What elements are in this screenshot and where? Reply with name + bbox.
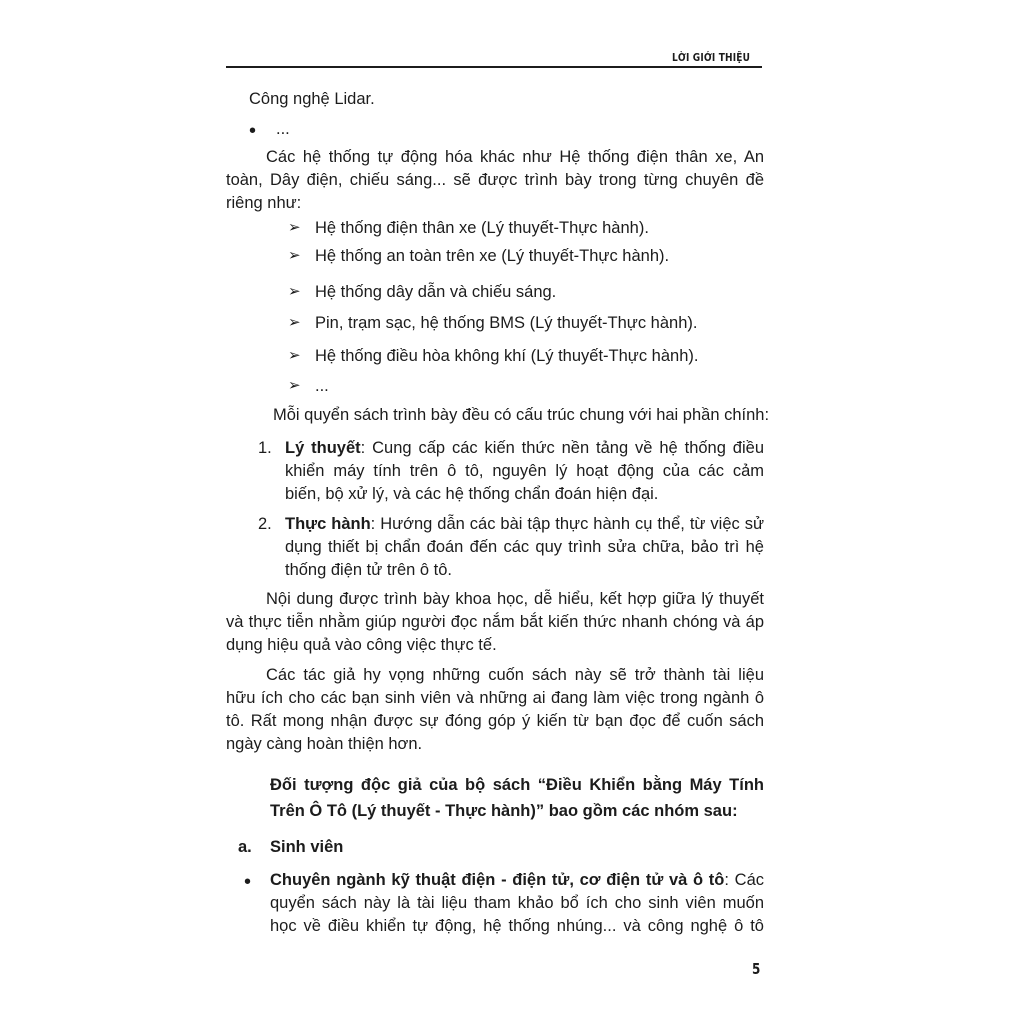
text-line: biến, bộ xử lý, và các hệ thống chẩn đoán hiện đại.: [285, 485, 659, 503]
text-line: ngày càng hoàn thiện hơn.: [226, 735, 423, 753]
arrow-bullet-icon: ➢: [288, 314, 301, 331]
text-line: dụng thiết bị chẩn đoán đến các quy trình sửa chữa, bảo trì hệ: [285, 538, 764, 556]
bullet-icon: •: [249, 120, 257, 142]
list-item: Hệ thống điện thân xe (Lý thuyết-Thực hành).: [315, 219, 649, 237]
bullet-icon: •: [244, 871, 252, 893]
arrow-bullet-icon: ➢: [288, 247, 301, 264]
text-line: riêng như:: [226, 194, 302, 212]
list-item: Hệ thống an toàn trên xe (Lý thuyết-Thực hành).: [315, 247, 670, 265]
list-letter: a.: [238, 838, 252, 856]
text-line: hữu ích cho các bạn sinh viên và những ai đang làm việc trong ngành ô: [226, 689, 764, 707]
header-rule: [226, 66, 762, 68]
section-heading: Trên Ô Tô (Lý thuyết - Thực hành)” bao gồm các nhóm sau:: [270, 802, 738, 820]
text-line: khiển máy tính trên ô tô, nguyên lý hoạt động của các cảm: [285, 462, 764, 480]
list-item: Hệ thống điều hòa không khí (Lý thuyết-Thực hành).: [315, 347, 699, 365]
text-line: tô. Rất mong nhận được sự đóng góp ý kiến từ bạn đọc để cuốn sách: [226, 712, 764, 730]
text-line: Lý thuyết: Cung cấp các kiến thức nền tảng về hệ thống điều: [285, 439, 764, 457]
text-line: ...: [276, 120, 290, 138]
text-line: Công nghệ Lidar.: [249, 90, 375, 108]
page-number: 5: [752, 960, 761, 978]
term-label: Lý thuyết: [285, 439, 361, 457]
term-label: Chuyên ngành kỹ thuật điện - điện tử, cơ điện tử và ô tô: [270, 871, 725, 889]
text-line: toàn, Dây điện, chiếu sáng... sẽ được trình bày trong từng chuyên đề: [226, 171, 764, 189]
arrow-bullet-icon: ➢: [288, 219, 301, 236]
arrow-bullet-icon: ➢: [288, 283, 301, 300]
arrow-bullet-icon: ➢: [288, 347, 301, 364]
text-line: Chuyên ngành kỹ thuật điện - điện tử, cơ điện tử và ô tô: Các: [270, 871, 764, 889]
text-line: Thực hành: Hướng dẫn các bài tập thực hành cụ thể, từ việc sử: [285, 515, 764, 533]
term-label: Thực hành: [285, 515, 371, 533]
list-item: ...: [315, 377, 329, 395]
text-line: thống điện tử trên ô tô.: [285, 561, 452, 579]
text-line: Các hệ thống tự động hóa khác như Hệ thống điện thân xe, An: [266, 148, 764, 166]
running-header: LỜI GIỚI THIỆU: [672, 51, 751, 64]
text-line: học về điều khiển tự động, hệ thống nhúng... và công nghệ ô tô: [270, 917, 764, 935]
list-item: Hệ thống dây dẫn và chiếu sáng.: [315, 283, 557, 301]
list-item: Pin, trạm sạc, hệ thống BMS (Lý thuyết-Thực hành).: [315, 314, 698, 332]
text-line: Mỗi quyển sách trình bày đều có cấu trúc chung với hai phần chính:: [273, 406, 770, 424]
arrow-bullet-icon: ➢: [288, 377, 301, 394]
subsection-heading: Sinh viên: [270, 838, 344, 856]
text-line: quyển sách này là tài liệu tham khảo bổ ích cho sinh viên muốn: [270, 894, 764, 912]
list-number: 2.: [258, 515, 272, 533]
section-heading: Đối tượng độc giả của bộ sách “Điều Khiển bằng Máy Tính: [270, 776, 764, 794]
text-line: và thực tiễn nhằm giúp người đọc nắm bắt kiến thức nhanh chóng và áp: [226, 613, 764, 631]
text-line: Nội dung được trình bày khoa học, dễ hiểu, kết hợp giữa lý thuyết: [266, 590, 764, 608]
text-line: Các tác giả hy vọng những cuốn sách này sẽ trở thành tài liệu: [266, 666, 764, 684]
text-line: dụng hiệu quả vào công việc thực tế.: [226, 636, 497, 654]
list-number: 1.: [258, 439, 272, 457]
